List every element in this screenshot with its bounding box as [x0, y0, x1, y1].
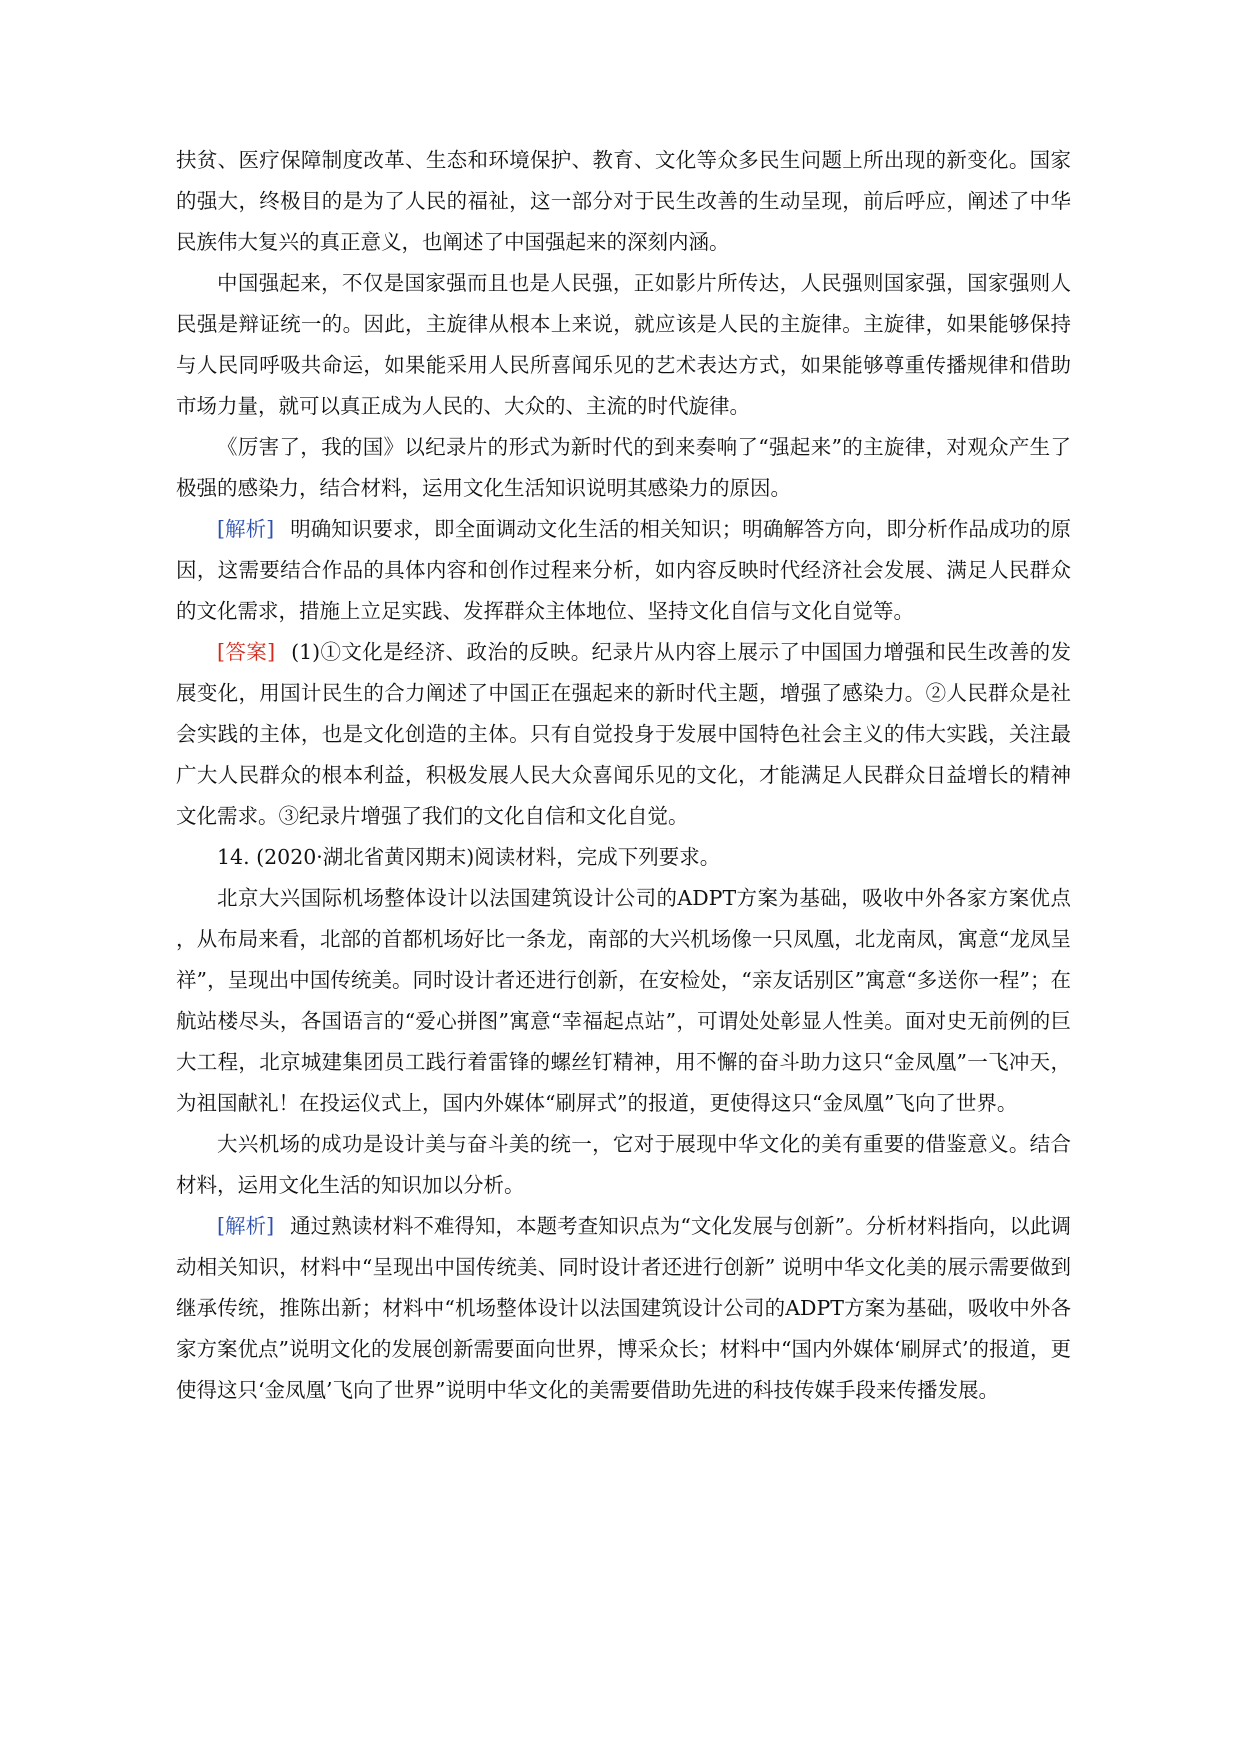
- paragraph-text: 大兴机场的成功是设计美与奋斗美的统一，它对于展现中华文化的美有重要的借鉴意义。结合材料，运用文化生活的知识加以分析。: [176, 1132, 1071, 1197]
- question-prompt-14: [176, 1124, 1071, 1206]
- paragraph-text: 《厉害了，我的国》以纪录片的形式为新时代的到来奏响了“强起来”的主旋律，对观众产生了极强的感染力，结合材料，运用文化生活知识说明其感染力的原因。: [176, 435, 1071, 500]
- analysis-paragraph: [176, 1206, 1071, 1411]
- analysis-text: 通过熟读材料不难得知，本题考查知识点为“文化发展与创新”。分析材料指向，以此调动相关知识，材料中“呈现出中国传统美、同时设计者还进行创新” 说明中华文化美的展示需要做到继承传统，推陈出新；材料中“机场整体设计以法国建筑设计公司的ADPT方案为基础，吸收中外各家方案优点”说明文化的发展创新需要面向世界，博采众长；材料中“国内外媒体‘刷屏式’的报道，更使得这只‘金凤凰’飞向了世界”说明中华文化的美需要借助先进的科技传媒手段来传播发展。: [176, 1214, 1071, 1402]
- answer-paragraph: [176, 632, 1071, 837]
- analysis-tag: [解析]: [217, 1214, 275, 1238]
- material-paragraph: [176, 878, 1071, 1124]
- answer-tag: [答案]: [217, 640, 276, 664]
- answer-text: (1)①文化是经济、政治的反映。纪录片从内容上展示了中国国力增强和民生改善的发展变化，用国计民生的合力阐述了中国正在强起来的新时代主题，增强了感染力。②人民群众是社会实践的主体，也是文化创造的主体。只有自觉投身于发展中国特色社会主义的伟大实践，关注最广大人民群众的根本利益，积极发展人民大众喜闻乐见的文化，才能满足人民群众日益增长的精神文化需求。③纪录片增强了我们的文化自信和文化自觉。: [176, 640, 1071, 828]
- analysis-paragraph: [176, 509, 1071, 632]
- document-page: [176, 140, 1071, 1411]
- analysis-text: 明确知识要求，即全面调动文化生活的相关知识；明确解答方向，即分析作品成功的原因，这需要结合作品的具体内容和创作过程来分析，如内容反映时代经济社会发展、满足人民群众的文化需求，措施上立足实践、发挥群众主体地位、坚持文化自信与文化自觉等。: [176, 517, 1072, 623]
- paragraph-text: 扶贫、医疗保障制度改革、生态和环境保护、教育、文化等众多民生问题上所出现的新变化。国家的强大，终极目的是为了人民的福祉，这一部分对于民生改善的生动呈现，前后呼应，阐述了中华民族伟大复兴的真正意义，也阐述了中国强起来的深刻内涵。: [176, 148, 1071, 254]
- analysis-tag: [解析]: [217, 517, 275, 541]
- paragraph-p2: [176, 263, 1071, 427]
- question-prompt-13: [176, 427, 1071, 509]
- paragraph-text: 中国强起来，不仅是国家强而且也是人民强，正如影片所传达，人民强则国家强，国家强则人民强是辩证统一的。因此，主旋律从根本上来说，就应该是人民的主旋律。主旋律，如果能够保持与人民同呼吸共命运，如果能采用人民所喜闻乐见的艺术表达方式，如果能够尊重传播规律和借助市场力量，就可以真正成为人民的、大众的、主流的时代旋律。: [176, 271, 1071, 418]
- paragraph-text: 北京大兴国际机场整体设计以法国建筑设计公司的ADPT方案为基础，吸收中外各家方案优点，从布局来看，北部的首都机场好比一条龙，南部的大兴机场像一只凤凰，北龙南凤，寓意“龙凤呈祥”，呈现出中国传统美。同时设计者还进行创新，在安检处，“亲友话别区”寓意“多送你一程”；在航站楼尽头，各国语言的“爱心拼图”寓意“幸福起点站”，可谓处处彰显人性美。面对史无前例的巨大工程，北京城建集团员工践行着雷锋的螺丝钉精神，用不懈的奋斗助力这只“金凤凰”一飞冲天，为祖国献礼！在投运仪式上，国内外媒体“刷屏式”的报道，更使得这只“金凤凰”飞向了世界。: [176, 886, 1071, 1115]
- question-header-14: [176, 837, 1071, 878]
- paragraph-text: 14. (2020·湖北省黄冈期末)阅读材料，完成下列要求。: [217, 845, 721, 869]
- paragraph-p1: [176, 140, 1071, 263]
